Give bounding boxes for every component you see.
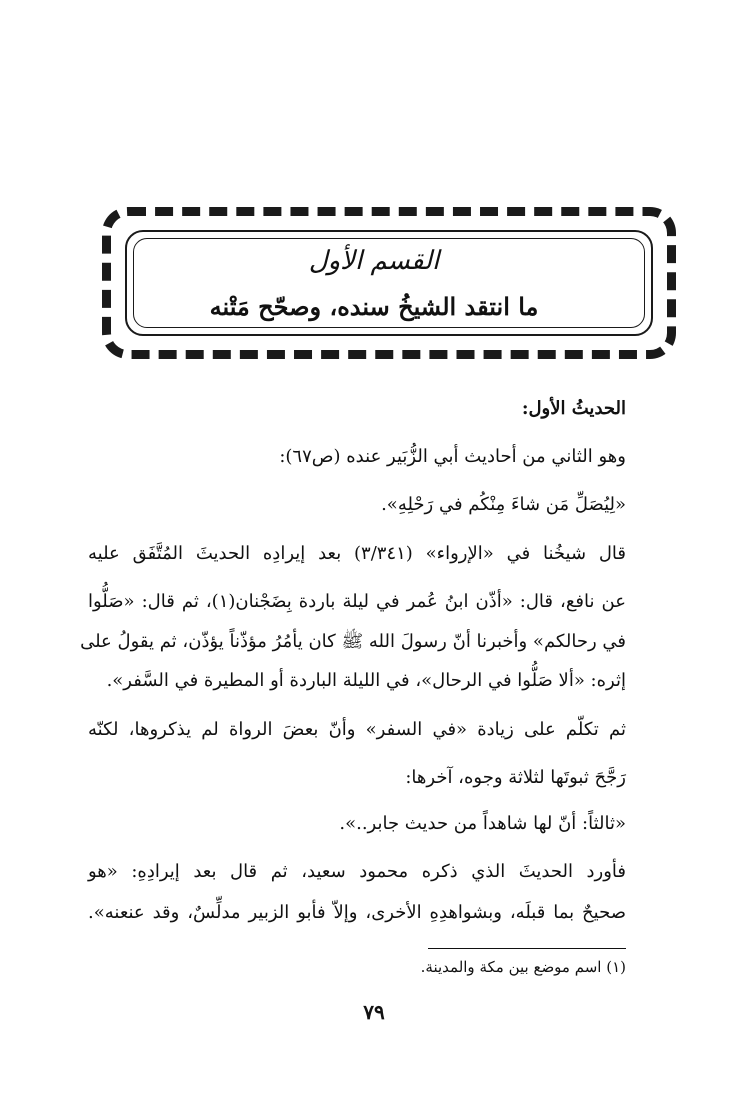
body-line: صحيحٌ بما قبلَه، وبشواهدِهِ الأخرى، وإلاّ فأبو الزبير مدلِّسٌ، وقد عنعنه». <box>88 902 626 923</box>
body-line: إثره: «ألا صَلُّوا في الرحال»، في الليلة الباردة أو المطيرة في السَّفر». <box>106 670 626 691</box>
body-line: فأورد الحديثَ الذي ذكره محمود سعيد، ثم قال بعد إيرادِهِ: «هو <box>88 861 626 882</box>
hadith-heading: الحديثُ الأول: <box>521 398 626 419</box>
body-line: رَجَّحَ ثبوتَها لثلاثة وجوه، آخرها: <box>405 767 626 788</box>
body-line: «ثالثاً: أنّ لها شاهداً من حديث جابر..». <box>339 813 626 834</box>
section-subtitle: ما انتقد الشيخُ سنده، وصحّح مَتْنه <box>209 292 539 321</box>
footnote: (١) اسم موضع بين مكة والمدينة. <box>420 958 626 976</box>
section-heading: القسم الأول <box>308 246 440 276</box>
body-line: ثم تكلّم على زيادة «في السفر» وأنّ بعضَ الرواة لم يذكروها، لكنّه <box>88 719 626 740</box>
body-line: وهو الثاني من أحاديث أبي الزُّبَير عنده (ص٦٧): <box>279 446 626 467</box>
hadith-text: «لِيُصَلِّ مَن شاءَ مِنْكُم في رَحْلِهِ». <box>381 494 626 515</box>
body-line: عن نافع، قال: «أذّن ابنُ عُمر في ليلة باردة بِضَجْنان(١)، ثم قال: «صَلُّوا <box>88 591 626 612</box>
footnote-divider <box>428 948 626 949</box>
page-number: ٧٩ <box>363 1000 385 1024</box>
body-line: في رحالكم» وأخبرنا أنّ رسولَ الله ﷺ كان يأمُرُ مؤذّناً يؤذّن، ثم يقولُ على <box>80 631 626 652</box>
decorative-title-frame <box>102 207 676 359</box>
body-line: قال شيخُنا في «الإرواء» (٣/٣٤١) بعد إيرادِه الحديثَ المُتَّفَق عليه <box>88 543 627 564</box>
